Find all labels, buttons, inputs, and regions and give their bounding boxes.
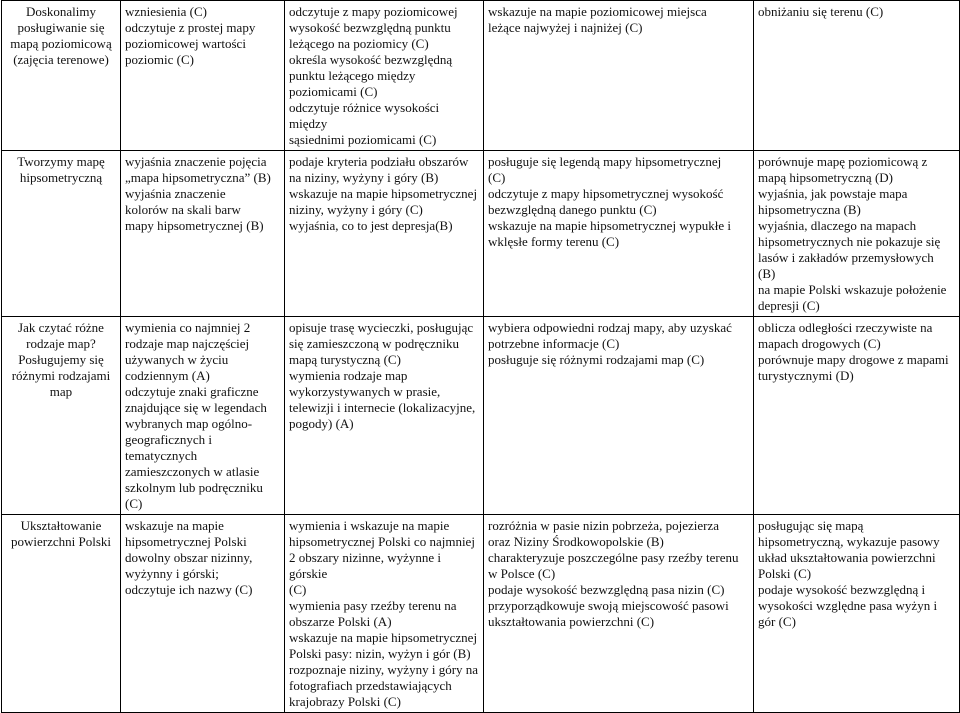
text-line: gór (C) bbox=[758, 614, 796, 629]
text-line: wyjaśnia znaczenie bbox=[125, 186, 226, 201]
text-line: hipsometrycznych nie pokazuje się bbox=[758, 234, 941, 249]
text-line: krajobrazy Polski (C) bbox=[289, 694, 401, 709]
text-line: odczytuje z prostej mapy bbox=[125, 20, 256, 35]
text-line: mapy hipsometrycznej (B) bbox=[125, 218, 264, 233]
text-line: Tworzymy mapę bbox=[17, 154, 105, 169]
text-line: opisuje trasę wycieczki, posługując bbox=[289, 320, 474, 335]
text-line: potrzebne informacje (C) bbox=[488, 336, 620, 351]
text-line: (zajęcia terenowe) bbox=[13, 52, 109, 67]
text-line: leżącego na poziomicy (C) bbox=[289, 36, 429, 51]
text-line: używanych w życiu bbox=[125, 352, 229, 367]
text-line: odczytuje różnice wysokości między bbox=[289, 100, 440, 131]
text-line: (C) bbox=[289, 582, 307, 597]
text-line: depresji (C) bbox=[758, 298, 820, 313]
text-line: rodzaje map? bbox=[26, 336, 96, 351]
text-line: hipsometryczną, wykazuje pasowy bbox=[758, 534, 940, 549]
text-line: posługuje się legendą mapy hipsometrycznej bbox=[488, 154, 722, 169]
requirements-cell bbox=[285, 151, 484, 317]
text-line: posługiwanie się bbox=[17, 20, 105, 35]
text-line: wskazuje na mapie hipsometrycznej bbox=[289, 630, 478, 645]
table-row bbox=[2, 1, 960, 151]
requirements-cell bbox=[484, 1, 754, 151]
text-line: wymienia rodzaje map bbox=[289, 368, 408, 383]
text-line: punktu leżącego między bbox=[289, 68, 416, 83]
text-line: na mapie Polski wskazuje położenie bbox=[758, 282, 947, 297]
text-line: Polski pasy: nizin, wyżyn i gór (B) bbox=[289, 646, 471, 661]
text-line: rozpoznaje niziny, wyżyny i góry na bbox=[289, 662, 479, 677]
text-line: codziennym (A) bbox=[125, 368, 210, 383]
text-line: poziomicowej wartości bbox=[125, 36, 246, 51]
requirements-cell bbox=[121, 317, 285, 515]
text-line: porównuje mapy drogowe z mapami bbox=[758, 352, 949, 367]
curriculum-table bbox=[1, 0, 960, 713]
text-line: pogody) (A) bbox=[289, 416, 354, 431]
text-line: (B) bbox=[758, 266, 776, 281]
text-line: szkolnym lub podręczniku bbox=[125, 480, 263, 495]
text-line: ukształtowania powierzchni (C) bbox=[488, 614, 655, 629]
text-line: układ ukształtowania powierzchni bbox=[758, 550, 936, 565]
text-line: charakteryzuje poszczególne pasy rzeźby terenu bbox=[488, 550, 739, 565]
text-line: dowolny obszar nizinny, bbox=[125, 550, 253, 565]
text-line: wyjaśnia znaczenie pojęcia bbox=[125, 154, 267, 169]
text-line: posługując się mapą bbox=[758, 518, 864, 533]
text-line: porównuje mapę poziomicową z bbox=[758, 154, 928, 169]
text-line: powierzchni Polski bbox=[10, 534, 111, 549]
text-line: Doskonalimy bbox=[25, 4, 97, 19]
text-line: hipsometryczną bbox=[19, 170, 103, 185]
topic-cell bbox=[2, 151, 121, 317]
text-line: sąsiednimi poziomicami (C) bbox=[289, 132, 437, 147]
text-line: fotografiach przedstawiających bbox=[289, 678, 452, 693]
requirements-cell bbox=[285, 1, 484, 151]
text-line: map bbox=[49, 384, 73, 399]
text-line: geograficznych i bbox=[125, 432, 212, 447]
requirements-cell bbox=[121, 515, 285, 713]
text-line: Polski (C) bbox=[758, 566, 812, 581]
text-line: poziomicami (C) bbox=[289, 84, 378, 99]
text-line: telewizji i internecie (lokalizacyjne, bbox=[289, 400, 476, 415]
table-row bbox=[2, 317, 960, 515]
text-line: zamieszczonych w atlasie bbox=[125, 464, 260, 479]
text-line: w Polsce (C) bbox=[488, 566, 556, 581]
text-line: 2 obszary nizinne, wyżynne i górskie bbox=[289, 550, 441, 581]
requirements-cell bbox=[484, 151, 754, 317]
requirements-cell bbox=[754, 1, 960, 151]
text-line: określa wysokość bezwzględną bbox=[289, 52, 453, 67]
requirements-cell bbox=[484, 515, 754, 713]
text-line: rodzaje map najczęściej bbox=[125, 336, 250, 351]
requirements-cell bbox=[484, 317, 754, 515]
text-line: (C) bbox=[488, 170, 506, 185]
text-line: kolorów na skali barw bbox=[125, 202, 241, 217]
text-line: hipsometrycznej Polski co najmniej bbox=[289, 534, 475, 549]
text-line: mapą hipsometryczną (D) bbox=[758, 170, 894, 185]
text-line: wysokość bezwzględną punktu bbox=[289, 20, 451, 35]
text-line: Ukształtowanie bbox=[20, 518, 102, 533]
text-line: podaje wysokość bezwzględną i bbox=[758, 582, 926, 597]
text-line: Posługujemy się bbox=[18, 352, 104, 367]
text-line: turystycznymi (D) bbox=[758, 368, 854, 383]
text-line: oblicza odległości rzeczywiste na bbox=[758, 320, 933, 335]
text-line: odczytuje znaki graficzne bbox=[125, 384, 259, 399]
requirements-cell bbox=[754, 151, 960, 317]
text-line: się zamieszczoną w podręczniku bbox=[289, 336, 460, 351]
text-line: podaje wysokość bezwzględną pasa nizin (C) bbox=[488, 582, 725, 597]
text-line: lasów i zakładów przemysłowych bbox=[758, 250, 934, 265]
text-line: obszarze Polski (A) bbox=[289, 614, 392, 629]
text-line: odczytuje ich nazwy (C) bbox=[125, 582, 253, 597]
text-line: rozróżnia w pasie nizin pobrzeża, pojezierza bbox=[488, 518, 719, 533]
text-line: bezwzględną danego punktu (C) bbox=[488, 202, 657, 217]
text-line: (C) bbox=[125, 496, 143, 511]
text-line: odczytuje z mapy poziomicowej bbox=[289, 4, 458, 19]
text-line: wybranych map ogólno- bbox=[125, 416, 253, 431]
text-line: hipsometryczna (B) bbox=[758, 202, 861, 217]
text-line: obniżaniu się terenu (C) bbox=[758, 4, 884, 19]
text-line: znajdujące się w legendach bbox=[125, 400, 267, 415]
requirements-cell bbox=[285, 515, 484, 713]
text-line: poziomic (C) bbox=[125, 52, 194, 67]
table-row bbox=[2, 515, 960, 713]
text-line: wybiera odpowiedni rodzaj mapy, aby uzyskać bbox=[488, 320, 732, 335]
topic-cell bbox=[2, 317, 121, 515]
text-line: wskazuje na mapie poziomicowej miejsca bbox=[488, 4, 707, 19]
text-line: wysokości względne pasa wyżyn i bbox=[758, 598, 938, 613]
text-line: „mapa hipsometryczna” (B) bbox=[125, 170, 271, 185]
text-line: mapą poziomicową bbox=[10, 36, 112, 51]
text-line: wskazuje na mapie hipsometrycznej wypukłe i bbox=[488, 218, 731, 233]
text-line: tematycznych bbox=[125, 448, 198, 463]
text-line: podaje kryteria podziału obszarów bbox=[289, 154, 469, 169]
text-line: wyjaśnia, dlaczego na mapach bbox=[758, 218, 917, 233]
text-line: Jak czytać różne bbox=[18, 320, 104, 335]
text-line: posługuje się różnymi rodzajami map (C) bbox=[488, 352, 705, 367]
text-line: wyjaśnia, co to jest depresja(B) bbox=[289, 218, 453, 233]
text-line: przyporządkowuje swoją miejscowość pasowi bbox=[488, 598, 729, 613]
text-line: różnymi rodzajami bbox=[11, 368, 111, 383]
text-line: mapach drogowych (C) bbox=[758, 336, 881, 351]
text-line: hipsometrycznej Polski bbox=[125, 534, 247, 549]
text-line: wymienia co najmniej 2 bbox=[125, 320, 251, 335]
text-line: wzniesienia (C) bbox=[125, 4, 207, 19]
topic-cell bbox=[2, 515, 121, 713]
requirements-cell bbox=[754, 515, 960, 713]
text-line: wymienia i wskazuje na mapie bbox=[289, 518, 450, 533]
text-line: wyżynny i górski; bbox=[125, 566, 219, 581]
requirements-cell bbox=[754, 317, 960, 515]
text-line: mapą turystyczną (C) bbox=[289, 352, 401, 367]
requirements-cell bbox=[285, 317, 484, 515]
text-line: wykorzystywanych w prasie, bbox=[289, 384, 441, 399]
text-line: na niziny, wyżyny i góry (B) bbox=[289, 170, 439, 185]
text-line: niziny, wyżyny i góry (C) bbox=[289, 202, 423, 217]
text-line: odczytuje z mapy hipsometrycznej wysokość bbox=[488, 186, 724, 201]
text-line: wymienia pasy rzeźby terenu na bbox=[289, 598, 457, 613]
text-line: wskazuje na mapie hipsometrycznej bbox=[289, 186, 478, 201]
text-line: wklęsłe formy terenu (C) bbox=[488, 234, 620, 249]
requirements-cell bbox=[121, 151, 285, 317]
text-line: leżące najwyżej i najniżej (C) bbox=[488, 20, 643, 35]
text-line: wyjaśnia, jak powstaje mapa bbox=[758, 186, 908, 201]
requirements-cell bbox=[121, 1, 285, 151]
text-line: wskazuje na mapie bbox=[125, 518, 224, 533]
topic-cell bbox=[2, 1, 121, 151]
table-row bbox=[2, 151, 960, 317]
text-line: oraz Niziny Środkowopolskie (B) bbox=[488, 534, 664, 549]
